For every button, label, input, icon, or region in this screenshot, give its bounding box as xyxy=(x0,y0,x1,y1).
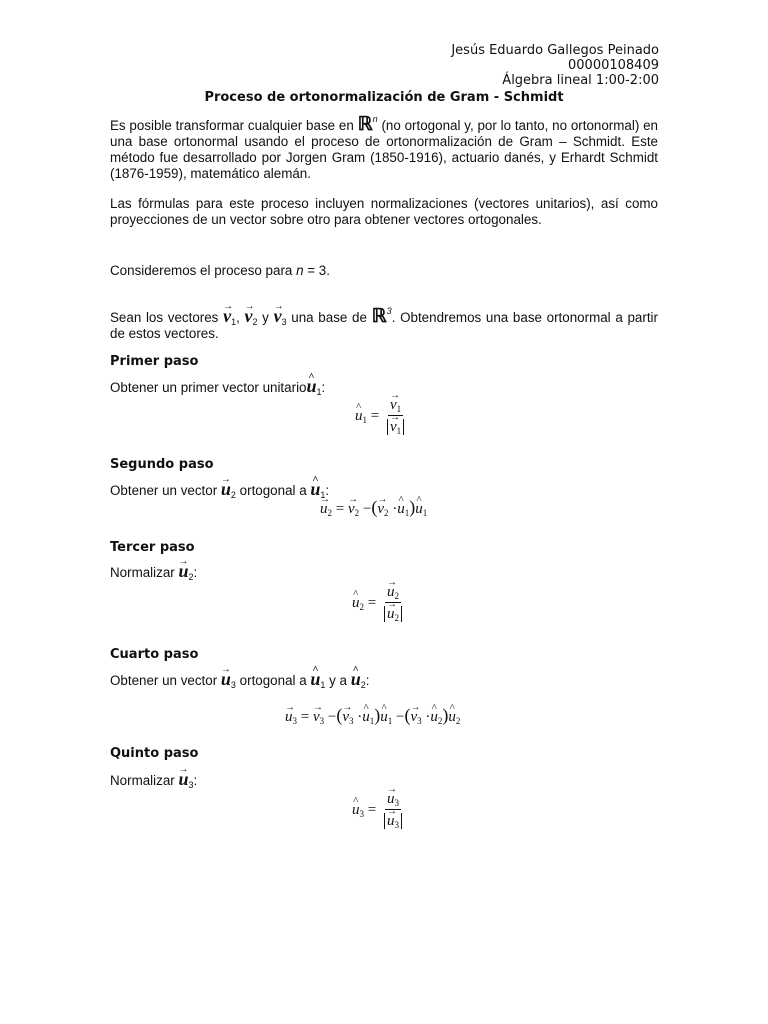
u1-subscript: 1 xyxy=(316,387,322,397)
v2-subscript: 2 xyxy=(252,317,258,327)
course-name: Álgebra lineal 1:00-2:00 xyxy=(502,73,659,88)
student-id: 00000108409 xyxy=(568,58,659,73)
step-5-label: Normalizar xyxy=(110,773,179,788)
page-title: Proceso de ortonormalización de Gram - Schmidt xyxy=(204,90,564,105)
unit-vector-u1: ^ u xyxy=(307,378,317,394)
colon: : xyxy=(321,380,326,395)
equation-u3-hat: ^ $u_3$ = → $u_3$ → $u_3$ xyxy=(352,790,402,831)
step-5-heading: Quinto paso xyxy=(110,746,199,761)
real-numbers-symbol-r3: ℝ xyxy=(371,306,387,327)
step-1-heading: Primer paso xyxy=(110,354,199,369)
p4-comma: , xyxy=(236,310,245,325)
p4-mid: una base de xyxy=(291,310,372,325)
v1-subscript: 1 xyxy=(231,317,237,327)
u2-subscript: 2 xyxy=(230,490,236,500)
u1-hat: ^ u xyxy=(355,408,363,424)
equation-u2-hat: ^ $u_2$ = → $u_2$ → $u_2$ xyxy=(352,583,402,624)
header-block xyxy=(451,43,659,88)
p4-and: y xyxy=(257,310,274,325)
equals-sign: = xyxy=(370,407,380,424)
fraction-u1: → $v_1$ → $v_1$ xyxy=(387,396,404,437)
step-2-label-a: Obtener un vector xyxy=(110,483,221,498)
intro-p1-rest: (no ortogonal y, por lo tanto, no ortonormal) en una base ortonormal usando el proceso de ortonormalización de Gram – Schmidt. Este método fue desarrollado por Jorgen Gram (1850-1916), actuario danés, y Erhardt Schmidt (1876-1959), matemático alemán. xyxy=(110,118,658,181)
step-5-text: Normalizar → $u_3$: xyxy=(110,771,197,789)
p4-end: . Obtendremos una base ortonormal a partir de estos vectores. xyxy=(110,310,658,341)
p3-n: n xyxy=(296,263,304,278)
equation-u2: → $u_2$ = → $v_2$ −(→ $v_2$ ·^ $u_1)\^{}$ $u_1$ xyxy=(320,499,427,517)
vector-v2: → v xyxy=(244,308,252,324)
step-1-label: Obtener un primer vector unitario xyxy=(110,380,307,395)
vector-v3: → v xyxy=(274,308,282,324)
step-4-heading: Cuarto paso xyxy=(110,647,199,662)
vector-u3: → u xyxy=(178,771,188,787)
intro-paragraph-4 xyxy=(110,303,658,342)
vector-u2: → u xyxy=(221,481,231,497)
vector-u2: → u xyxy=(178,563,188,579)
step-1-text xyxy=(110,378,325,396)
step-4-label-a: Obtener un vector xyxy=(110,673,221,688)
vector-v1: → v xyxy=(223,308,231,324)
intro-paragraph-1 xyxy=(110,111,658,182)
step-3-heading: Tercer paso xyxy=(110,540,195,555)
step-4-label-b: ortogonal a xyxy=(235,673,311,688)
intro-paragraph-2: Las fórmulas para este proceso incluyen normalizaciones (vectores unitarios), así como proyecciones de un vector sobre otro para obtener vectores ortogonales. xyxy=(110,196,658,227)
v3-subscript: 3 xyxy=(281,317,287,327)
step-3-label: Normalizar xyxy=(110,565,179,580)
step-4-label-c: y a xyxy=(325,673,351,688)
p4-start: Sean los vectores xyxy=(110,310,224,325)
author-name: Jesús Eduardo Gallegos Peinado xyxy=(451,43,659,58)
fraction-u2: → $u_2$ → $u_2$ xyxy=(384,583,402,624)
dimension-3: 3 xyxy=(386,306,392,316)
step-4-text: Obtener un vector → $u_3$ ortogonal a ^ $u_1$ y a ^ $u_2$: xyxy=(110,671,370,689)
real-numbers-symbol: ℝ xyxy=(357,114,373,135)
p3-end: = 3. xyxy=(303,263,330,278)
step-2-text: Obtener un vector → $u_2$ ortogonal a ^ $u_1$: xyxy=(110,481,329,499)
intro-paragraph-3 xyxy=(110,263,330,279)
step-2-heading: Segundo paso xyxy=(110,457,214,472)
unit-vector-u1: ^ u xyxy=(310,481,320,497)
equation-u1: ^ $u_1$ = → $v_1$ → $v_1$ xyxy=(355,396,404,437)
intro-p1-start: Es posible transformar cualquier base en xyxy=(110,118,358,133)
p3-start: Consideremos el proceso para xyxy=(110,263,297,278)
dimension-n: n xyxy=(372,114,378,124)
fraction-u3: → $u_3$ → $u_3$ xyxy=(384,790,402,831)
vector-u3: → u xyxy=(221,671,231,687)
step-2-label-b: ortogonal a xyxy=(235,483,311,498)
equation-u3: → $u_3$ = → $v_3$ −(→ $v_3$ ·^ $u_1)\^{}$ $u_1$ −(→ $v_3$ ·^ $u_2)\^{}$ $u_2$ xyxy=(285,707,460,725)
step-3-text: Normalizar → $u_2$: xyxy=(110,563,197,581)
